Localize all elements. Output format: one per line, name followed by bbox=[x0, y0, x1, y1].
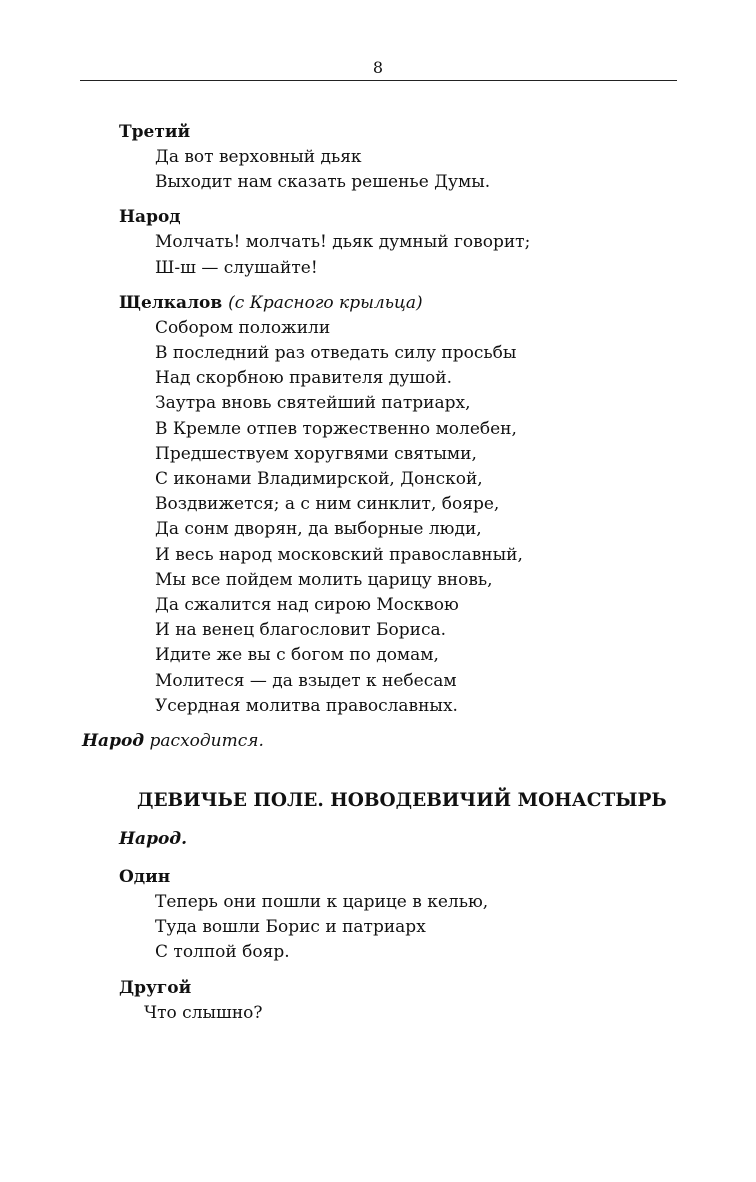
verse-line: Ш-ш — слушайте! bbox=[155, 257, 318, 278]
verse-line: Что слышно? bbox=[144, 1002, 263, 1023]
speech-block bbox=[0, 864, 756, 966]
verse-line: Молчать! молчать! дьяк думный говорит; bbox=[155, 232, 531, 253]
speech-block bbox=[0, 290, 756, 719]
stage-direction bbox=[82, 728, 756, 754]
verse-line: Над скорбною правителя душой. bbox=[155, 368, 452, 389]
verse-lines bbox=[155, 230, 756, 280]
speaker-name: Другой bbox=[119, 977, 192, 998]
verse-line: Теперь они пошли к царице в келью, bbox=[155, 892, 489, 913]
verse-line: Усердная молитва православных. bbox=[155, 695, 458, 716]
verse-line: Туда вошли Борис и патриарх bbox=[155, 917, 426, 938]
verse-line: Да сонм дворян, да выборные люди, bbox=[155, 519, 482, 540]
stage-action: расходится. bbox=[149, 731, 264, 752]
verse-line: В Кремле отпев торжественно молебен, bbox=[155, 418, 517, 439]
verse-line: Да вот верховный дьяк bbox=[155, 147, 362, 167]
verse-line: Идите же вы с богом по домам, bbox=[155, 645, 439, 666]
verse-line: Молитеся — да взыдет к небесам bbox=[155, 670, 457, 691]
verse-line: И весь народ московский православный, bbox=[155, 544, 523, 565]
speech-block bbox=[0, 204, 756, 280]
verse-line: Да сжалится над сирою Москвою bbox=[155, 595, 459, 616]
verse-line: Предшествуем хоругвями святыми, bbox=[155, 443, 477, 464]
scene-title: ДЕВИЧЬЕ ПОЛЕ. НОВОДЕВИЧИЙ МОНАСТЫРЬ bbox=[137, 790, 667, 812]
speaker-name: Третий bbox=[119, 122, 191, 142]
speaker-name: Народ bbox=[119, 207, 181, 228]
verse-lines bbox=[155, 145, 756, 195]
page-number: 8 bbox=[372, 58, 384, 77]
stage-subject: Народ bbox=[82, 731, 145, 752]
verse-line: Собором положили bbox=[155, 317, 331, 338]
verse-line: С иконами Владимирской, Донской, bbox=[155, 469, 483, 490]
speech-block bbox=[0, 119, 756, 195]
page-content bbox=[0, 119, 756, 1035]
verse-lines bbox=[155, 316, 756, 719]
verse-lines bbox=[144, 1001, 756, 1026]
verse-line: Мы все пойдем молить царицу вновь, bbox=[155, 569, 493, 590]
verse-line: Выходит нам сказать решенье Думы. bbox=[155, 172, 491, 193]
speaker-heading bbox=[119, 290, 756, 316]
verse-line: С толпой бояр. bbox=[155, 942, 290, 963]
speaker-name: Один bbox=[119, 867, 171, 888]
verse-line: И на венец благословит Бориса. bbox=[155, 620, 447, 641]
verse-line: Заутра вновь святейший патриарх, bbox=[155, 393, 471, 414]
verse-line: Воздвижется; а с ним синклит, бояре, bbox=[155, 494, 500, 515]
scene-stage-direction: Народ. bbox=[119, 829, 188, 850]
speech-block bbox=[0, 975, 756, 1026]
verse-lines bbox=[155, 890, 756, 966]
speaker-name: Щелкалов bbox=[119, 292, 223, 313]
header-rule bbox=[80, 80, 677, 81]
verse-line: В последний раз отведать силу просьбы bbox=[155, 343, 517, 364]
speaker-direction: (с Красного крыльца) bbox=[228, 292, 423, 313]
